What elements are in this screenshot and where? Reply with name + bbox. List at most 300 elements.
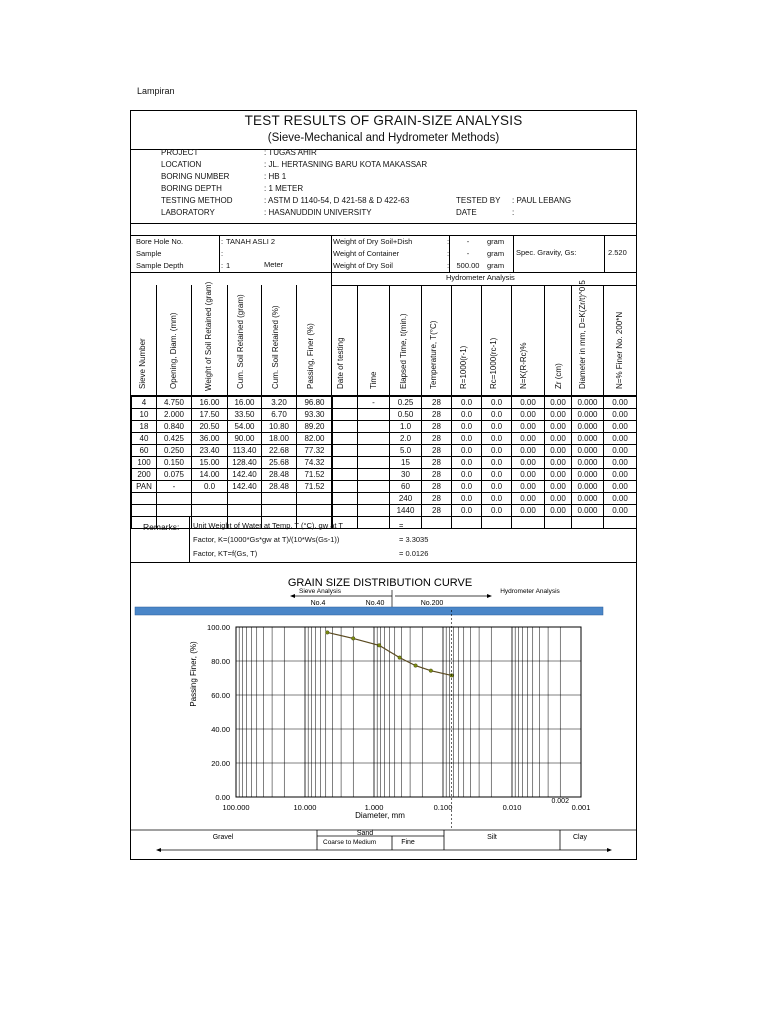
dry-soil-dish-value: - — [466, 237, 470, 246]
table-cell — [482, 517, 512, 529]
y-tick-label: 60.00 — [211, 691, 230, 700]
col-n200: N=% Finer No. 200*N — [615, 311, 624, 389]
col-elapsed: Elapsed Time, t(min.) — [399, 313, 408, 389]
table-cell: 82.00 — [297, 433, 333, 445]
table-cell: 71.52 — [297, 469, 333, 481]
y-tick-label: 20.00 — [211, 759, 230, 768]
table-row — [332, 469, 637, 481]
table-cell: 18 — [132, 421, 157, 433]
table-cell: 0.0 — [482, 409, 512, 421]
table-cell: 28 — [422, 409, 452, 421]
table-cell: 0.0 — [452, 505, 482, 517]
table-cell: 0.0 — [452, 397, 482, 409]
table-cell — [512, 517, 545, 529]
remarks-value-1: = — [399, 521, 404, 530]
colon: : — [221, 249, 224, 258]
table-cell: 0.00 — [512, 469, 545, 481]
table-cell — [332, 481, 358, 493]
project-value: : TUGAS AHIR — [264, 148, 317, 157]
table-cell: 77.32 — [297, 445, 333, 457]
table-cell: 23.40 — [192, 445, 228, 457]
table-cell: 89.20 — [297, 421, 333, 433]
table-cell — [358, 481, 390, 493]
table-row — [332, 505, 637, 517]
table-cell: 60 — [132, 445, 157, 457]
col-temperature: Temperature, T(°C) — [429, 320, 438, 389]
colon: : — [221, 261, 224, 270]
table-cell: 5.0 — [390, 445, 422, 457]
class-gravel: Gravel — [212, 834, 234, 841]
class-fine: Fine — [401, 839, 415, 846]
table-cell: 28.48 — [262, 469, 297, 481]
y-tick-label: 40.00 — [211, 725, 230, 734]
table-cell: 3.20 — [262, 397, 297, 409]
unit: gram — [487, 237, 505, 246]
col-r: R=1000(r-1) — [459, 345, 468, 389]
table-cell: 0.00 — [545, 409, 572, 421]
table-cell: 90.00 — [228, 433, 262, 445]
table-row — [132, 397, 333, 409]
table-cell: 28 — [422, 505, 452, 517]
table-cell: 18.00 — [262, 433, 297, 445]
date-value: : — [512, 208, 515, 217]
table-cell — [358, 517, 390, 529]
col-n: N=K(R-Rc)% — [519, 342, 528, 389]
remarks-values — [399, 519, 428, 561]
table-cell: 28 — [422, 433, 452, 445]
col-rc: Rc=1000(rc-1) — [489, 337, 498, 389]
table-cell: 0.50 — [390, 409, 422, 421]
table-cell: 0.000 — [572, 493, 604, 505]
table-cell: 1.0 — [390, 421, 422, 433]
table-cell: 16.00 — [192, 397, 228, 409]
table-cell — [358, 457, 390, 469]
info-labels — [161, 147, 233, 219]
plot-frame — [236, 627, 581, 797]
table-cell: 100 — [132, 457, 157, 469]
table-cell: 10 — [132, 409, 157, 421]
unit: gram — [487, 249, 505, 258]
hydrometer-analysis-label: Hydrometer Analysis — [446, 273, 515, 282]
table-cell: 0.00 — [545, 421, 572, 433]
weight-labels — [333, 236, 412, 272]
table-cell — [262, 493, 297, 505]
col-sieve-number: Sieve Number — [138, 338, 147, 389]
container-value: - — [466, 249, 470, 258]
data-point — [326, 631, 330, 635]
table-cell: 25.68 — [262, 457, 297, 469]
table-cell — [358, 421, 390, 433]
sample-colons — [221, 236, 223, 272]
colon: : — [447, 249, 450, 258]
table-cell: 0.00 — [545, 481, 572, 493]
boring-number-label: BORING NUMBER — [161, 172, 230, 181]
table-cell: 0.00 — [512, 421, 545, 433]
table-cell: 4.750 — [157, 397, 192, 409]
class-sand: Sand — [356, 830, 374, 837]
boring-depth-value: : 1 METER — [264, 184, 304, 193]
table-cell: 0.250 — [157, 445, 192, 457]
laboratory-value: : HASANUDDIN UNIVERSITY — [264, 208, 372, 217]
table-cell: 0.000 — [572, 469, 604, 481]
table-cell: 0.00 — [604, 481, 637, 493]
remarks-lines — [193, 519, 343, 561]
table-cell — [297, 505, 333, 517]
table-cell: 0.150 — [157, 457, 192, 469]
col-time: Time — [369, 371, 378, 389]
data-point — [351, 637, 355, 641]
table-cell: 0.00 — [545, 397, 572, 409]
date-label: DATE — [456, 208, 477, 217]
spec-gravity-value: 2.520 — [608, 248, 627, 257]
table-cell: 240 — [390, 493, 422, 505]
table-cell: 0.0 — [482, 421, 512, 433]
sample-depth-unit: Meter — [264, 260, 284, 269]
table-cell — [604, 517, 637, 529]
table-cell: 16.00 — [228, 397, 262, 409]
colon: : — [447, 261, 450, 270]
col-opening: Opening, Diam. (mm) — [169, 312, 178, 389]
table-cell: 0.00 — [545, 469, 572, 481]
table-cell: 0.000 — [572, 481, 604, 493]
spec-gravity-label: Spec. Gravity, Gs: — [516, 248, 577, 257]
table-row — [332, 421, 637, 433]
table-cell — [358, 433, 390, 445]
table-cell: 40 — [132, 433, 157, 445]
container-label: Weight of Container — [333, 249, 400, 258]
table-cell: - — [358, 397, 390, 409]
table-cell: 93.30 — [297, 409, 333, 421]
table-cell — [132, 505, 157, 517]
table-row — [332, 493, 637, 505]
table-cell: 0.0 — [452, 469, 482, 481]
table-cell — [332, 397, 358, 409]
col-diameter: Diameter in mm, D=K(Zr/t)^0.5 — [578, 280, 587, 389]
col-cum-retained-g: Cum. Soil Retained (gram) — [236, 294, 245, 389]
table-cell — [452, 517, 482, 529]
table-cell: 96.80 — [297, 397, 333, 409]
table-cell — [192, 505, 228, 517]
table-cell: 200 — [132, 469, 157, 481]
boring-number-value: : HB 1 — [264, 172, 287, 181]
table-cell: 0.00 — [604, 397, 637, 409]
remarks-label: Remarks: — [143, 522, 180, 532]
table-cell: 0.00 — [604, 445, 637, 457]
sample-label: Sample — [136, 249, 162, 258]
table-cell: 28 — [422, 397, 452, 409]
table-cell: PAN — [132, 481, 157, 493]
table-cell: 28.48 — [262, 481, 297, 493]
table-cell: 0.00 — [512, 457, 545, 469]
table-cell: 0.0 — [452, 457, 482, 469]
table-cell: 128.40 — [228, 457, 262, 469]
table-cell: 15 — [390, 457, 422, 469]
x-tick-label: 100.000 — [222, 803, 250, 812]
table-cell — [297, 493, 333, 505]
table-row — [132, 409, 333, 421]
table-cell — [332, 505, 358, 517]
table-cell: 10.80 — [262, 421, 297, 433]
table-cell: 0.00 — [545, 445, 572, 457]
plot-area — [207, 610, 590, 830]
dry-soil-dish-label: Weight of Dry Soil+Dish — [333, 237, 413, 246]
table-cell: 6.70 — [262, 409, 297, 421]
table-row — [332, 445, 637, 457]
table-cell — [192, 493, 228, 505]
remarks-value-3: = 0.0126 — [399, 549, 429, 558]
col-cum-retained-pct: Cum. Soil Retained (%) — [271, 305, 280, 389]
bore-hole-label: Bore Hole No. — [136, 237, 184, 246]
table-row — [132, 493, 333, 505]
table-cell: 30 — [390, 469, 422, 481]
report-subtitle: (Sieve-Mechanical and Hydrometer Methods) — [267, 132, 500, 144]
class-clay: Clay — [572, 834, 588, 841]
table-cell: 28 — [422, 481, 452, 493]
table-cell: 0.00 — [545, 433, 572, 445]
table-cell: 71.52 — [297, 481, 333, 493]
x-tick-label: 0.001 — [571, 803, 591, 812]
table-cell: 0.00 — [604, 469, 637, 481]
table-cell: 28 — [422, 421, 452, 433]
col-weight-retained: Weight of Soil Retained (gram) — [204, 281, 213, 391]
table-cell: 0.00 — [512, 481, 545, 493]
class-silt: Silt — [487, 834, 497, 841]
laboratory-label: LABORATORY — [161, 208, 215, 217]
x-tick-label: 1.000 — [364, 803, 384, 812]
testing-method-label: TESTING METHOD — [161, 196, 233, 205]
report-title: TEST RESULTS OF GRAIN-SIZE ANALYSIS — [244, 113, 523, 128]
boring-depth-label: BORING DEPTH — [161, 184, 222, 193]
table-cell — [332, 409, 358, 421]
table-cell: 113.40 — [228, 445, 262, 457]
y-tick-label: 0.00 — [215, 793, 230, 802]
table-cell — [358, 445, 390, 457]
table-cell: 20.50 — [192, 421, 228, 433]
weight-values — [453, 236, 483, 272]
sieve-analysis-label: Sieve Analysis — [299, 588, 341, 595]
table-cell: 0.00 — [604, 457, 637, 469]
hydrometer-table — [331, 396, 637, 529]
table-cell: 0.00 — [604, 493, 637, 505]
location-value: : JL. HERTASNING BARU KOTA MAKASSAR — [264, 160, 428, 169]
table-cell: 0.000 — [572, 409, 604, 421]
x-axis-label: Diameter, mm — [355, 811, 405, 820]
table-cell: 36.00 — [192, 433, 228, 445]
remarks-line-1: Unit Weight of Water at Temp. T (°C), gw at T — [193, 521, 343, 530]
table-cell: 0.00 — [512, 433, 545, 445]
table-cell: 17.50 — [192, 409, 228, 421]
table-cell: 0.00 — [545, 493, 572, 505]
table-cell: 74.32 — [297, 457, 333, 469]
class-coarse-medium: Coarse to Medium — [323, 839, 377, 846]
unit: gram — [487, 261, 505, 270]
x-tick-label: 0.010 — [502, 803, 522, 812]
table-cell: 22.68 — [262, 445, 297, 457]
table-cell: 0.00 — [604, 409, 637, 421]
table-cell — [228, 505, 262, 517]
table-row — [332, 481, 637, 493]
tested-by-block — [456, 195, 500, 219]
dry-soil-value: 500.00 — [456, 261, 480, 270]
table-cell: 0.840 — [157, 421, 192, 433]
table-cell: 0.0 — [452, 409, 482, 421]
table-cell — [132, 493, 157, 505]
grain-size-chart — [130, 562, 637, 860]
table-cell: 0.00 — [604, 433, 637, 445]
y-axis-label: Passing Finer, (%) — [189, 641, 198, 707]
weight-units — [487, 236, 504, 272]
table-cell: 0.0 — [482, 469, 512, 481]
sample-depth-label: Sample Depth — [136, 261, 184, 270]
table-cell: 15.00 — [192, 457, 228, 469]
table-cell: 0.0 — [482, 445, 512, 457]
table-row — [132, 445, 333, 457]
table-cell: 0.25 — [390, 397, 422, 409]
table-cell — [358, 505, 390, 517]
table-row — [132, 433, 333, 445]
table-cell: 0.000 — [572, 457, 604, 469]
table-row — [332, 457, 637, 469]
colon: : — [447, 237, 450, 246]
table-cell: 0.000 — [572, 505, 604, 517]
table-cell: 0.0 — [482, 493, 512, 505]
col-zr: Zr (cm) — [554, 363, 563, 389]
tested-by-label: TESTED BY — [456, 196, 501, 205]
table-cell: 0.0 — [482, 505, 512, 517]
table-cell: 0.0 — [452, 481, 482, 493]
table-cell: 0.0 — [482, 481, 512, 493]
table-cell: 142.40 — [228, 469, 262, 481]
bore-hole-value: TANAH ASLI 2 — [226, 237, 276, 246]
table-cell — [228, 493, 262, 505]
table-row — [132, 457, 333, 469]
table-cell: 0.00 — [512, 445, 545, 457]
table-cell: 60 — [390, 481, 422, 493]
table-row — [132, 481, 333, 493]
table-cell: 0.0 — [192, 481, 228, 493]
x-tick-label: 10.000 — [293, 803, 317, 812]
sieve-table — [131, 396, 333, 529]
table-cell: 0.0 — [452, 445, 482, 457]
table-cell: 0.0 — [452, 421, 482, 433]
dry-soil-label: Weight of Dry Soil — [333, 261, 393, 270]
table-cell: 0.00 — [604, 421, 637, 433]
data-point — [398, 656, 402, 660]
sieve-mark-no40: No.40 — [365, 600, 385, 607]
table-cell: 0.00 — [604, 505, 637, 517]
x-tick-label-extra: 0.002 — [551, 798, 569, 805]
x-tick-label: 0.100 — [433, 803, 453, 812]
table-row — [132, 469, 333, 481]
data-point — [377, 644, 381, 648]
table-cell: 0.000 — [572, 445, 604, 457]
remarks-value-2: = 3.3035 — [399, 535, 429, 544]
table-cell: 28 — [422, 469, 452, 481]
table-row — [332, 517, 637, 529]
tested-by-value: : PAUL LEBANG — [512, 196, 572, 205]
table-cell: 0.0 — [452, 433, 482, 445]
table-cell: 0.000 — [572, 397, 604, 409]
table-cell — [358, 493, 390, 505]
table-row — [332, 397, 637, 409]
hydrometer-analysis-chart-label: Hydrometer Analysis — [500, 588, 560, 595]
header-note: Lampiran — [137, 86, 175, 96]
table-cell: 14.00 — [192, 469, 228, 481]
colon: : — [221, 237, 224, 246]
data-point — [429, 669, 433, 673]
table-cell — [332, 469, 358, 481]
chart-band — [135, 607, 603, 615]
table-cell: 28 — [422, 445, 452, 457]
table-row — [332, 409, 637, 421]
table-cell: 0.00 — [512, 505, 545, 517]
y-tick-label: 100.00 — [207, 623, 230, 632]
sample-labels — [136, 236, 184, 272]
table-cell — [572, 517, 604, 529]
data-point — [414, 664, 418, 668]
table-cell: 0.0 — [452, 493, 482, 505]
table-cell: 0.425 — [157, 433, 192, 445]
table-cell — [332, 493, 358, 505]
table-cell — [262, 505, 297, 517]
table-cell — [157, 505, 192, 517]
y-tick-label: 80.00 — [211, 657, 230, 666]
table-cell: 0.0 — [482, 397, 512, 409]
table-cell: 0.00 — [545, 457, 572, 469]
table-cell: 4 — [132, 397, 157, 409]
table-cell — [545, 517, 572, 529]
chart-title: GRAIN SIZE DISTRIBUTION CURVE — [287, 577, 473, 589]
col-date: Date of testing — [336, 337, 345, 389]
remarks-line-2: Factor, K=(1000*Gs*gw at T)/(10*Ws(Gs-1)) — [193, 535, 340, 544]
table-row — [132, 421, 333, 433]
info-values — [264, 147, 427, 219]
table-row — [132, 505, 333, 517]
table-cell: 28 — [422, 493, 452, 505]
table-cell: 1440 — [390, 505, 422, 517]
sieve-mark-no4: No.4 — [310, 600, 326, 607]
table-cell: 0.0 — [482, 433, 512, 445]
table-cell: 28 — [422, 457, 452, 469]
table-cell: 0.0 — [482, 457, 512, 469]
tested-by-values — [512, 195, 571, 219]
table-cell: 0.00 — [545, 505, 572, 517]
table-cell: 54.00 — [228, 421, 262, 433]
sample-depth-value: 1 — [226, 261, 231, 270]
table-cell — [358, 409, 390, 421]
remarks-line-3: Factor, KT=f(Gs, T) — [193, 549, 258, 558]
col-passing: Passing, Finer (%) — [306, 323, 315, 389]
table-cell: 142.40 — [228, 481, 262, 493]
table-cell: - — [157, 481, 192, 493]
table-cell — [332, 433, 358, 445]
table-row — [332, 433, 637, 445]
table-cell: 33.50 — [228, 409, 262, 421]
table-cell: 0.00 — [512, 493, 545, 505]
table-cell: 0.000 — [572, 433, 604, 445]
table-cell: 0.00 — [512, 409, 545, 421]
testing-method-value: : ASTM D 1140-54, D 421-58 & D 422-63 — [264, 196, 410, 205]
table-cell: 0.000 — [572, 421, 604, 433]
project-label: PROJECT — [161, 148, 199, 157]
table-cell — [157, 493, 192, 505]
table-cell: 2.000 — [157, 409, 192, 421]
table-cell — [332, 421, 358, 433]
table-cell: 2.0 — [390, 433, 422, 445]
sieve-mark-no200: No.200 — [420, 600, 444, 607]
location-label: LOCATION — [161, 160, 202, 169]
table-cell: 0.00 — [512, 397, 545, 409]
